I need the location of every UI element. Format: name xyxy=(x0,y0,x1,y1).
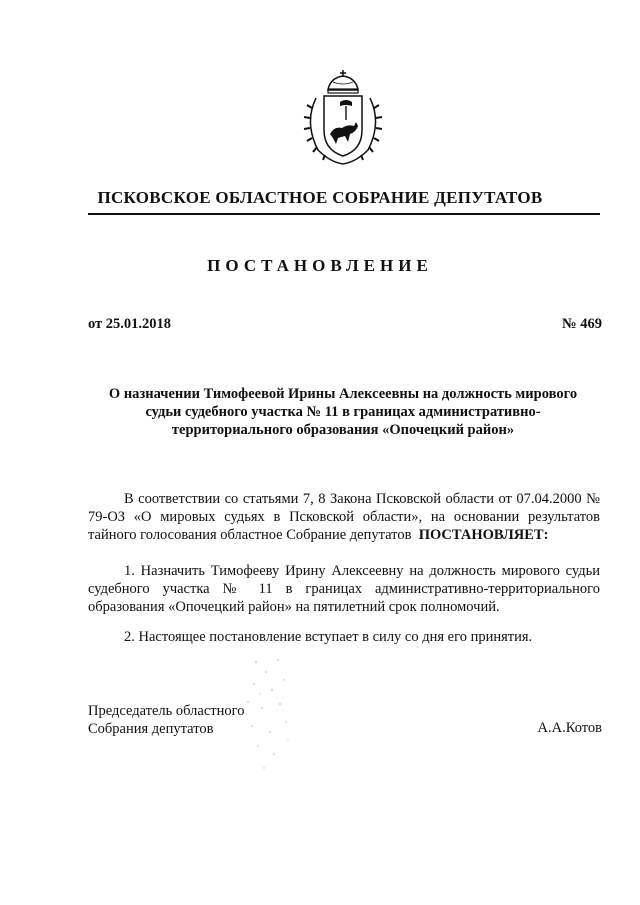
signatory-position xyxy=(88,702,244,738)
signatory-name: А.А.Котов xyxy=(537,720,602,736)
org-title: ПСКОВСКОЕ ОБЛАСТНОЕ СОБРАНИЕ ДЕПУТАТОВ xyxy=(97,188,543,207)
subject-line: территориального образования «Опочецкий район» xyxy=(171,422,515,438)
resolution-item-2: 2. Настоящее постановление вступает в силу со дня его принятия. xyxy=(124,629,533,645)
title-divider xyxy=(88,213,600,215)
resolution-item-1: 1. Назначить Тимофееву Ирину Алексеевну на должность мирового судьи судебного участка № 11 в границах административно-территориального образования «Опочецкий район» на пятилетний срок полномочий. xyxy=(88,563,600,615)
doc-type: ПОСТАНОВЛЕНИЕ xyxy=(207,256,433,275)
subject-line: судьи судебного участка № 11 в границах административно- xyxy=(145,404,541,420)
doc-number: № 469 xyxy=(562,316,602,332)
preamble-paragraph xyxy=(88,490,600,544)
pskov-coat-of-arms-icon xyxy=(298,68,388,168)
subject-line: О назначении Тимофеевой Ирины Алексеевны на должность мирового xyxy=(108,386,578,402)
signatory-position-line: Собрания депутатов xyxy=(88,721,214,737)
doc-date: от 25.01.2018 xyxy=(88,316,172,332)
signatory-position-line: Председатель областного xyxy=(88,703,245,719)
doc-subject xyxy=(100,385,586,439)
preamble-text: В соответствии со статьями 7, 8 Закона Псковской области от 07.04.2000 № 79-ОЗ «О мировых судьях в Псковской области», на основании результатов тайного голосования областное Собрание депутатов xyxy=(88,491,600,543)
faded-stamp-icon xyxy=(236,650,316,780)
resolves-word: ПОСТАНОВЛЯЕТ: xyxy=(418,527,549,543)
